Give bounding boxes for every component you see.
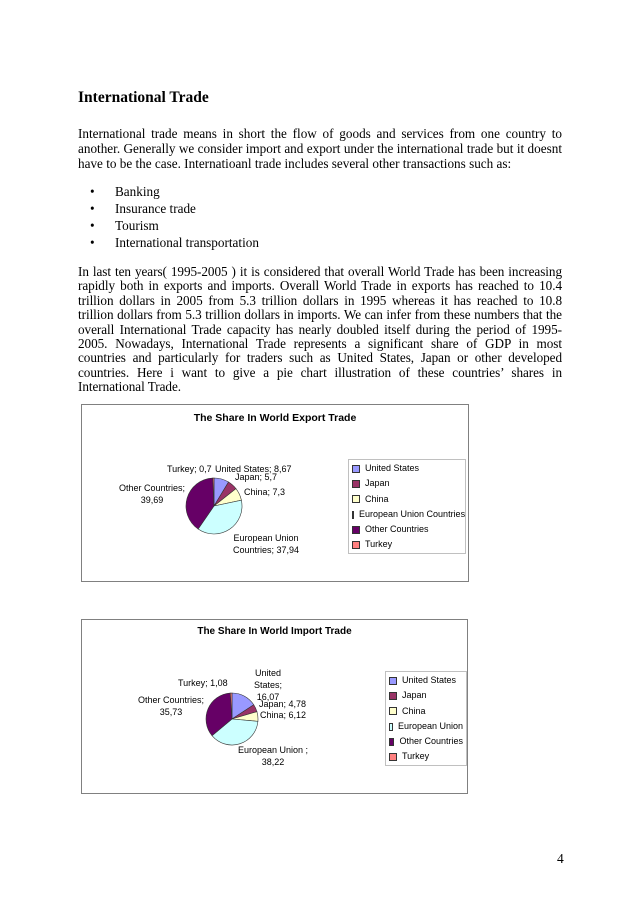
list-item-text: Banking — [115, 184, 160, 199]
chart-legend — [348, 459, 466, 554]
trade-paragraph: In last ten years( 1995-2005 ) it is considered that overall World Trade has been increasing rapidly both in exports and imports. Overall World Trade in exports has reached to 10.4 trillion dollars in 2005 from 5.3 trillion dollars in 1995 whereas it has reached to 10.8 trillion dollars from 5.3 trillion dollars in imports. We can infer from these numbers that the overall International Trade capacity has nearly doubled itself during the period of 1995-2005. Nowadays, International Trade represents a significant share of GDP in most countries and particularly for traders such as United States, Japan or other developed countries. Here i want to give a pie chart illustration of these countries’ shares in International Trade. — [78, 264, 562, 395]
legend-item — [389, 749, 463, 764]
chart-title: The Share In World Import Trade — [197, 626, 352, 637]
bullet-icon: • — [90, 184, 95, 199]
legend-swatch — [389, 738, 394, 746]
legend-swatch — [352, 480, 360, 488]
legend-label: China — [365, 493, 389, 504]
legend-item — [352, 492, 462, 507]
data-label-united-states: United States; 8,67 — [215, 464, 292, 474]
list-item-text: Tourism — [115, 217, 159, 233]
data-label-united-states: United States; 16,07 — [253, 668, 282, 702]
intro-paragraph: International trade means in short the flow of goods and services from one country to another. Generally we consider import and export under the international trade but it doesnt have to be the case. Internatioanl trade includes several other transactions such as: — [78, 126, 562, 171]
legend-label: European Union — [397, 720, 463, 731]
data-label-china: China; 7,3 — [244, 487, 286, 497]
legend-swatch — [352, 495, 360, 503]
legend-swatch — [389, 707, 397, 715]
legend-item — [389, 704, 463, 719]
legend-swatch — [352, 465, 360, 473]
bullet-icon: • — [90, 200, 95, 216]
page-number: 4 — [557, 851, 564, 866]
legend-swatch — [352, 511, 354, 519]
list-item-text: Insurance trade — [115, 200, 196, 216]
legend-label: Turkey — [402, 751, 430, 762]
list-item — [90, 201, 259, 218]
data-label-japan: Japan; 5,7 — [235, 472, 278, 482]
legend-item — [389, 688, 463, 703]
legend-swatch — [389, 677, 397, 685]
list-item-text: International transportation — [115, 234, 259, 250]
legend-label: European Union Countries — [359, 508, 466, 519]
legend-label: China — [402, 705, 426, 716]
legend-swatch — [389, 723, 393, 731]
page-heading: International Trade — [78, 89, 209, 106]
bullet-icon: • — [90, 234, 95, 250]
import-pie-chart — [81, 619, 468, 794]
data-label-other-countries: Other Countries; 39,69 — [118, 483, 186, 505]
data-label-china: China; 6,12 — [260, 710, 307, 720]
legend-item — [352, 522, 462, 537]
legend-item — [352, 507, 466, 522]
bullet-icon: • — [90, 217, 95, 233]
legend-label: Japan — [402, 690, 427, 701]
data-label-other-countries: Other Countries; 35,73 — [137, 695, 205, 717]
legend-item — [389, 673, 463, 688]
legend-label: Japan — [365, 478, 390, 489]
legend-label: United States — [365, 463, 420, 473]
data-label-turkey: Turkey; 0,7 — [167, 464, 212, 474]
legend-label: Other Countries — [399, 736, 463, 747]
data-label-european-union: European Union ; 38,22 — [237, 745, 309, 767]
list-item — [90, 235, 259, 252]
data-label-european-union: European Union Countries; 37,94 — [232, 533, 300, 555]
legend-label: Other Countries — [365, 524, 429, 535]
legend-item — [389, 719, 463, 734]
export-pie-chart — [81, 404, 469, 582]
legend-swatch — [352, 541, 360, 549]
chart-title: The Share In World Export Trade — [193, 412, 357, 424]
legend-item — [352, 461, 462, 476]
legend-label: Turkey — [365, 539, 393, 550]
legend-item — [389, 734, 463, 749]
transaction-list — [90, 184, 259, 252]
legend-label: United States — [402, 675, 457, 685]
legend-swatch — [352, 526, 360, 534]
list-item — [90, 184, 259, 201]
data-label-turkey: Turkey; 1,08 — [178, 678, 228, 688]
list-item — [90, 218, 259, 235]
legend-item — [352, 537, 462, 552]
data-label-japan: Japan; 4,78 — [259, 699, 307, 709]
legend-swatch — [389, 692, 397, 700]
chart-legend — [385, 671, 467, 766]
legend-swatch — [389, 753, 397, 761]
legend-item — [352, 476, 462, 491]
